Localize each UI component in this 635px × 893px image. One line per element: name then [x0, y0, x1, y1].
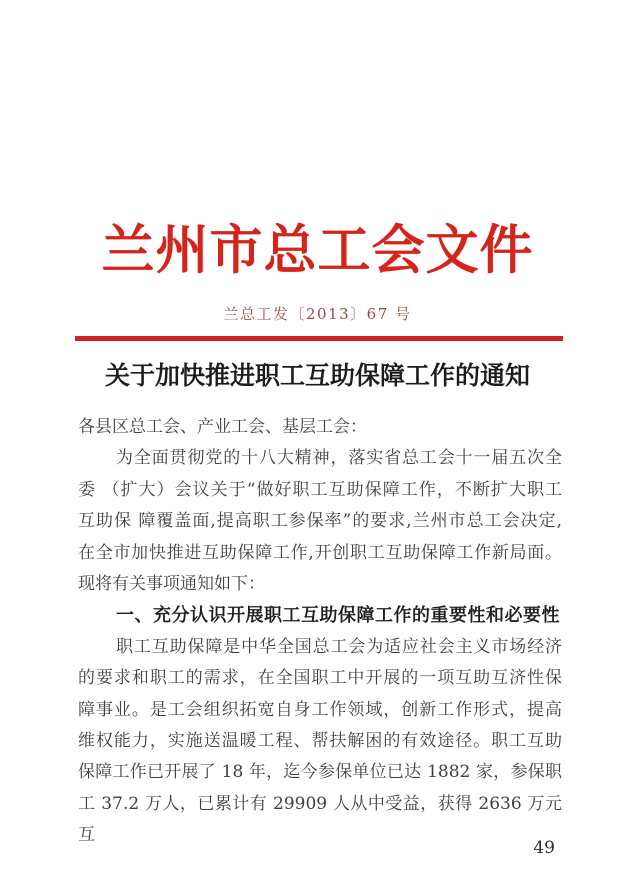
body-line: 的要求和职工的需求，在全国职工中开展的一项互助互济性保 — [78, 668, 562, 689]
body-line: 现将有关事项通知如下： — [78, 573, 265, 594]
red-divider-rule — [75, 336, 563, 341]
salutation-line: 各县区总工会、产业工会、基层工会： — [78, 417, 367, 437]
body-line: 在全市加快推进互助保障工作,开创职工互助保障工作新局面。 — [78, 542, 562, 563]
body-line: 保障工作已开展了 18 年，迄今参保单位已达 1882 家，参保职 — [78, 762, 562, 783]
letterhead-title: 兰州市总工会文件 — [101, 219, 534, 281]
body-line: 维权能力，实施送温暖工程、帮扶解困的有效途径。职工互助 — [78, 730, 562, 751]
body-line: 工 37.2 万人，已累计有 29909 人从中受益，获得 2636 万元互 — [78, 793, 562, 846]
body-line: 职工互助保障是中华全国总工会为适应社会主义市场经济 — [116, 636, 562, 657]
doc-number: 兰总工发〔2013〕67 号 — [223, 305, 412, 323]
paragraph-1 — [78, 443, 562, 600]
body-line: 障事业。是工会组织拓宽自身工作领域，创新工作形式，提高 — [78, 699, 562, 720]
body-line: 委 （扩大）会议关于“做好职工互助保障工作，不断扩大职工 — [78, 479, 562, 500]
section-1-heading: 一、充分认识开展职工互助保障工作的重要性和必要性 — [116, 605, 560, 627]
body-line: 互助保 障覆盖面,提高职工参保率”的要求,兰州市总工会决定, — [78, 511, 562, 532]
body-line: 为全面贯彻党的十八大精神，落实省总工会十一届五次全 — [116, 448, 562, 469]
paragraph-2 — [78, 632, 562, 846]
notice-title: 关于加快推进职工互助保障工作的通知 — [104, 361, 530, 390]
document-body — [78, 412, 562, 846]
page-number: 49 — [533, 838, 555, 858]
